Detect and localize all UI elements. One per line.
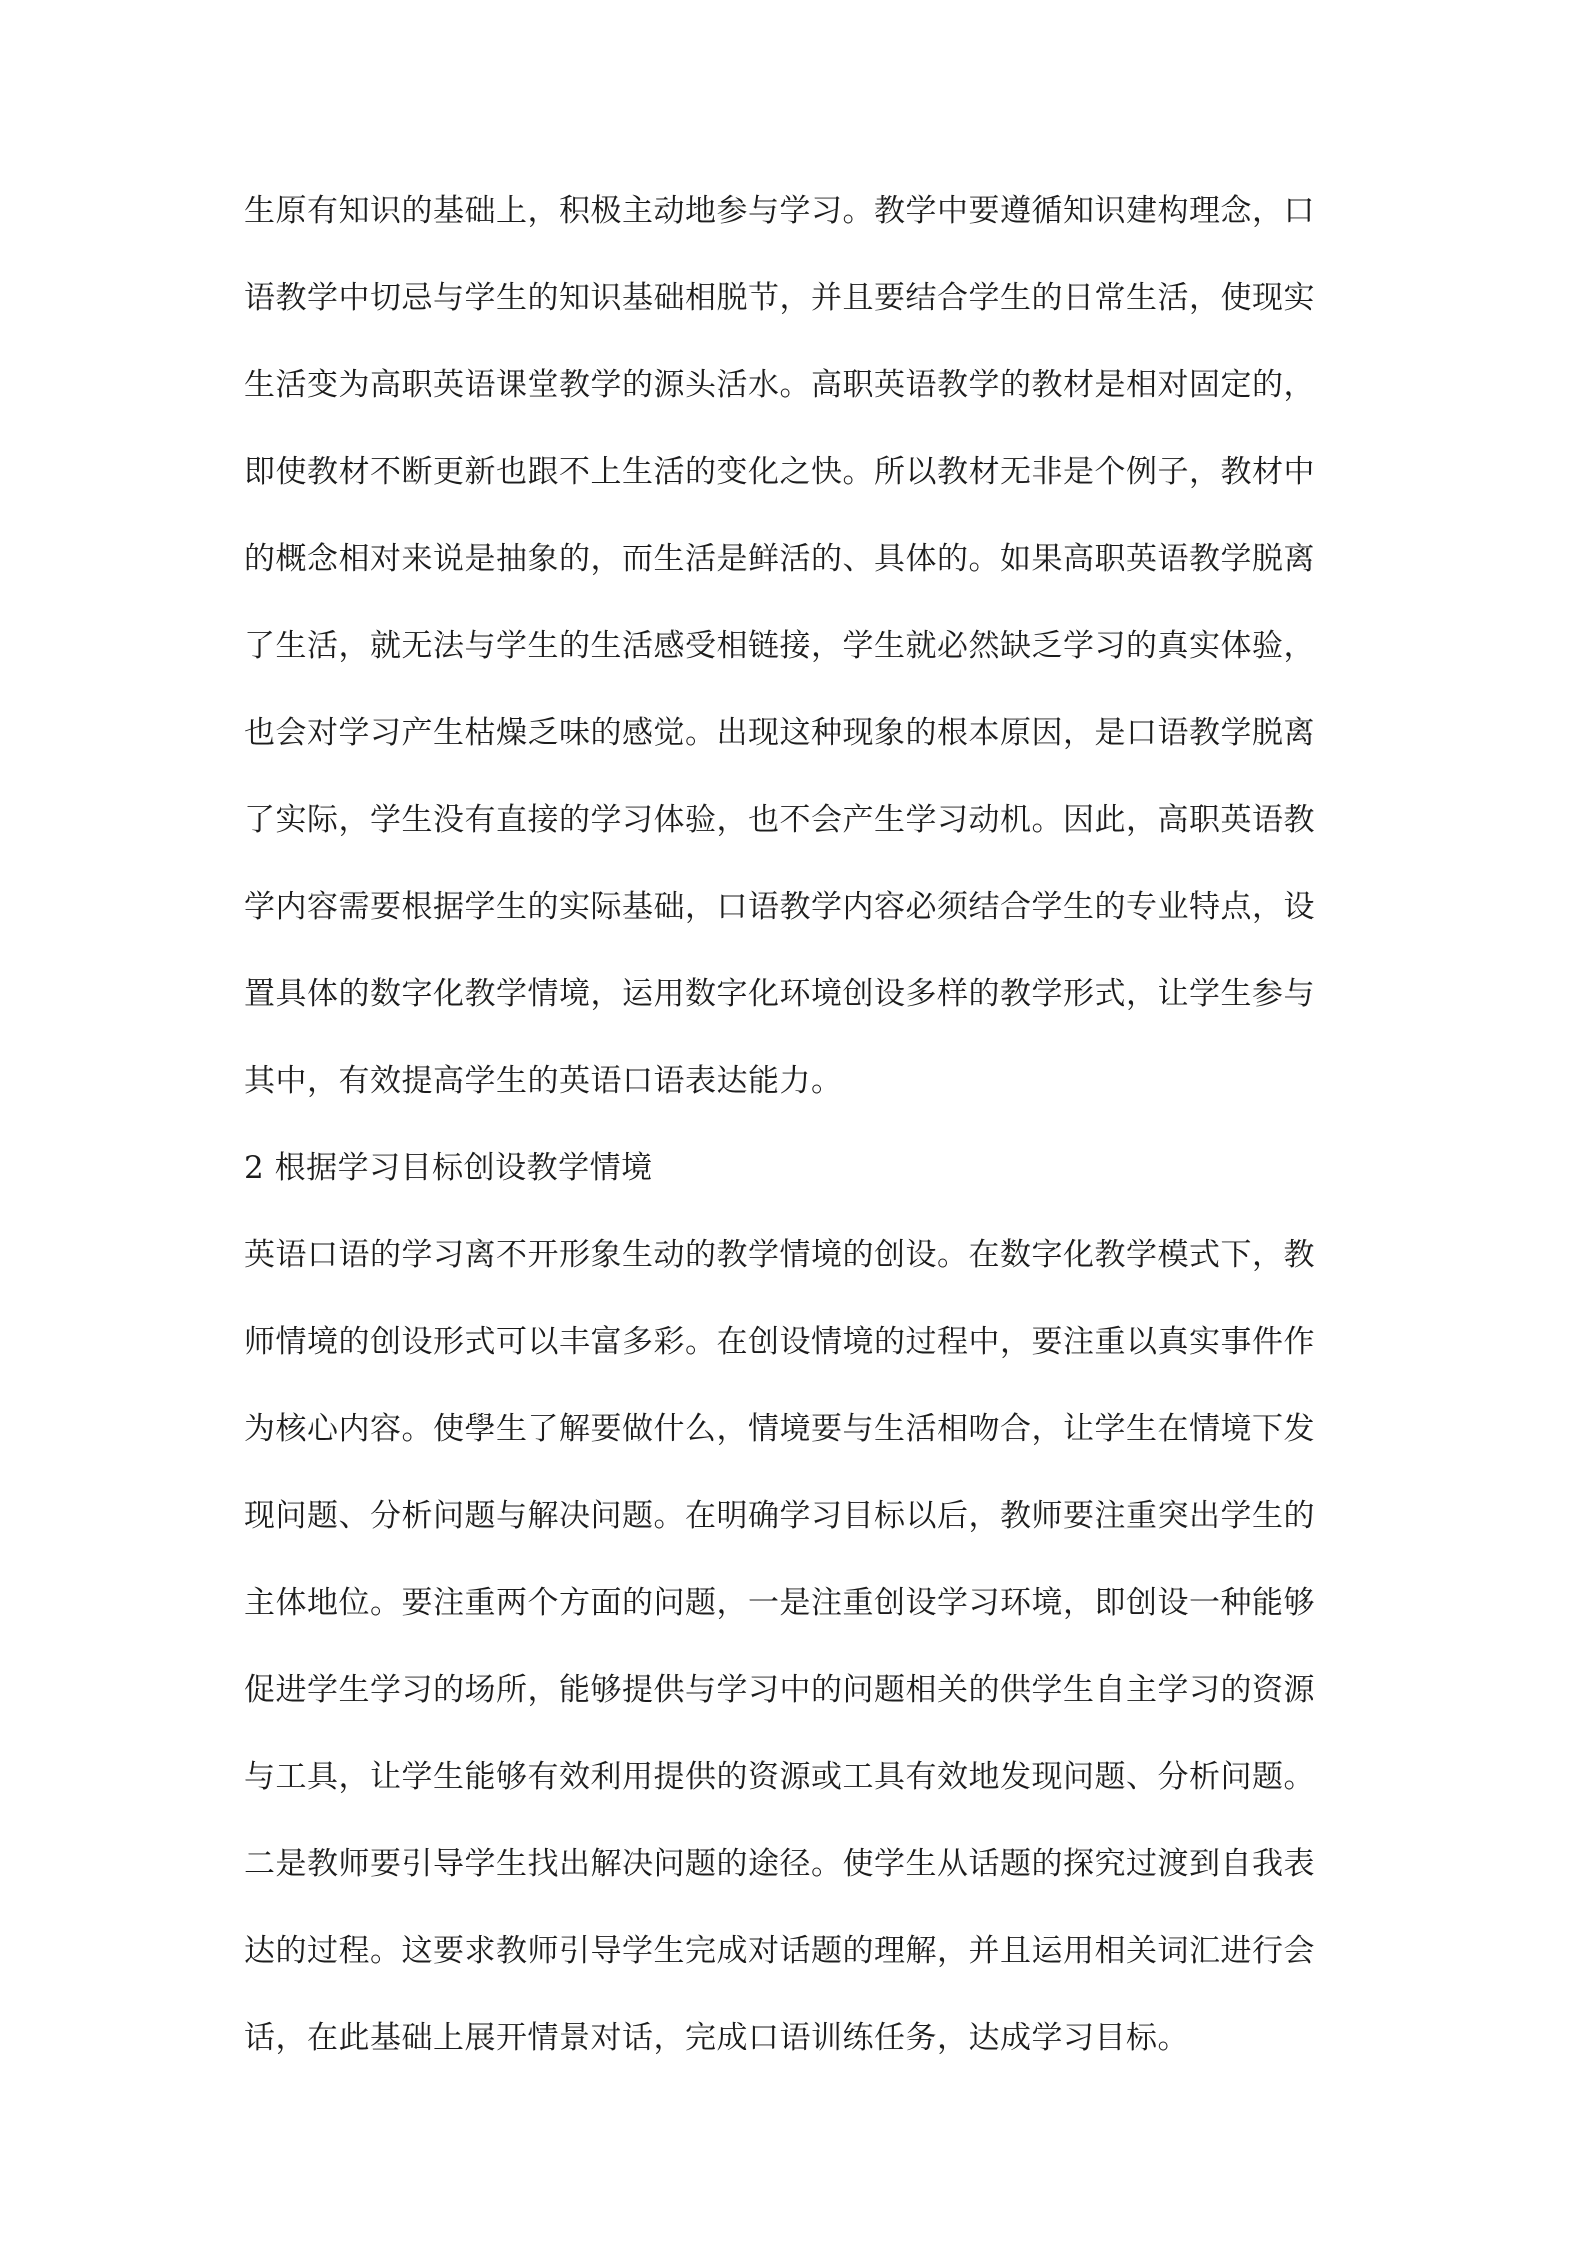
paragraph-1-line-10: 置具体的数字化教学情境，运用数字化环境创设多样的教学形式，让学生参与 <box>244 976 1315 1012</box>
paragraph-1-line-4: 即使教材不断更新也跟不上生活的变化之快。所以教材无非是个例子，教材中 <box>244 454 1315 490</box>
section-heading: 2 根据学习目标创设教学情境 <box>244 1150 653 1186</box>
paragraph-1-line-3: 生活变为高职英语课堂教学的源头活水。高职英语教学的教材是相对固定的， <box>244 367 1315 403</box>
paragraph-1-line-11: 其中，有效提高学生的英语口语表达能力。 <box>244 1063 843 1099</box>
paragraph-1-line-7: 也会对学习产生枯燥乏味的感觉。出现这种现象的根本原因，是口语教学脱离 <box>244 715 1315 751</box>
paragraph-2-line-10: 话，在此基础上展开情景对话，完成口语训练任务，达成学习目标。 <box>244 2020 1189 2056</box>
paragraph-1-line-1: 生原有知识的基础上，积极主动地参与学习。教学中要遵循知识建构理念，口 <box>244 193 1315 229</box>
paragraph-2-line-7: 与工具，让学生能够有效利用提供的资源或工具有效地发现问题、分析问题。 <box>244 1759 1315 1795</box>
paragraph-1-line-9: 学内容需要根据学生的实际基础，口语教学内容必须结合学生的专业特点，设 <box>244 889 1315 925</box>
paragraph-1-line-8: 了实际，学生没有直接的学习体验，也不会产生学习动机。因此，高职英语教 <box>244 802 1315 838</box>
paragraph-2-line-5: 主体地位。要注重两个方面的问题，一是注重创设学习环境，即创设一种能够 <box>244 1585 1315 1621</box>
paragraph-2-line-4: 现问题、分析问题与解决问题。在明确学习目标以后，教师要注重突出学生的 <box>244 1498 1315 1534</box>
paragraph-1-line-5: 的概念相对来说是抽象的，而生活是鲜活的、具体的。如果高职英语教学脱离 <box>244 541 1315 577</box>
paragraph-2-line-8: 二是教师要引导学生找出解决问题的途径。使学生从话题的探究过渡到自我表 <box>244 1846 1315 1882</box>
paragraph-2-line-9: 达的过程。这要求教师引导学生完成对话题的理解，并且运用相关词汇进行会 <box>244 1933 1315 1969</box>
paragraph-1-line-2: 语教学中切忌与学生的知识基础相脱节，并且要结合学生的日常生活，使现实 <box>244 280 1315 316</box>
paragraph-2-line-2: 师情境的创设形式可以丰富多彩。在创设情境的过程中，要注重以真实事件作 <box>244 1324 1315 1360</box>
paragraph-1-line-6: 了生活，就无法与学生的生活感受相链接，学生就必然缺乏学习的真实体验， <box>244 628 1315 664</box>
paragraph-2-line-6: 促进学生学习的场所，能够提供与学习中的问题相关的供学生自主学习的资源 <box>244 1672 1315 1708</box>
paragraph-2-line-3: 为核心内容。使學生了解要做什么，情境要与生活相吻合，让学生在情境下发 <box>244 1411 1315 1447</box>
paragraph-2-line-1: 英语口语的学习离不开形象生动的教学情境的创设。在数字化教学模式下，教 <box>244 1237 1315 1273</box>
